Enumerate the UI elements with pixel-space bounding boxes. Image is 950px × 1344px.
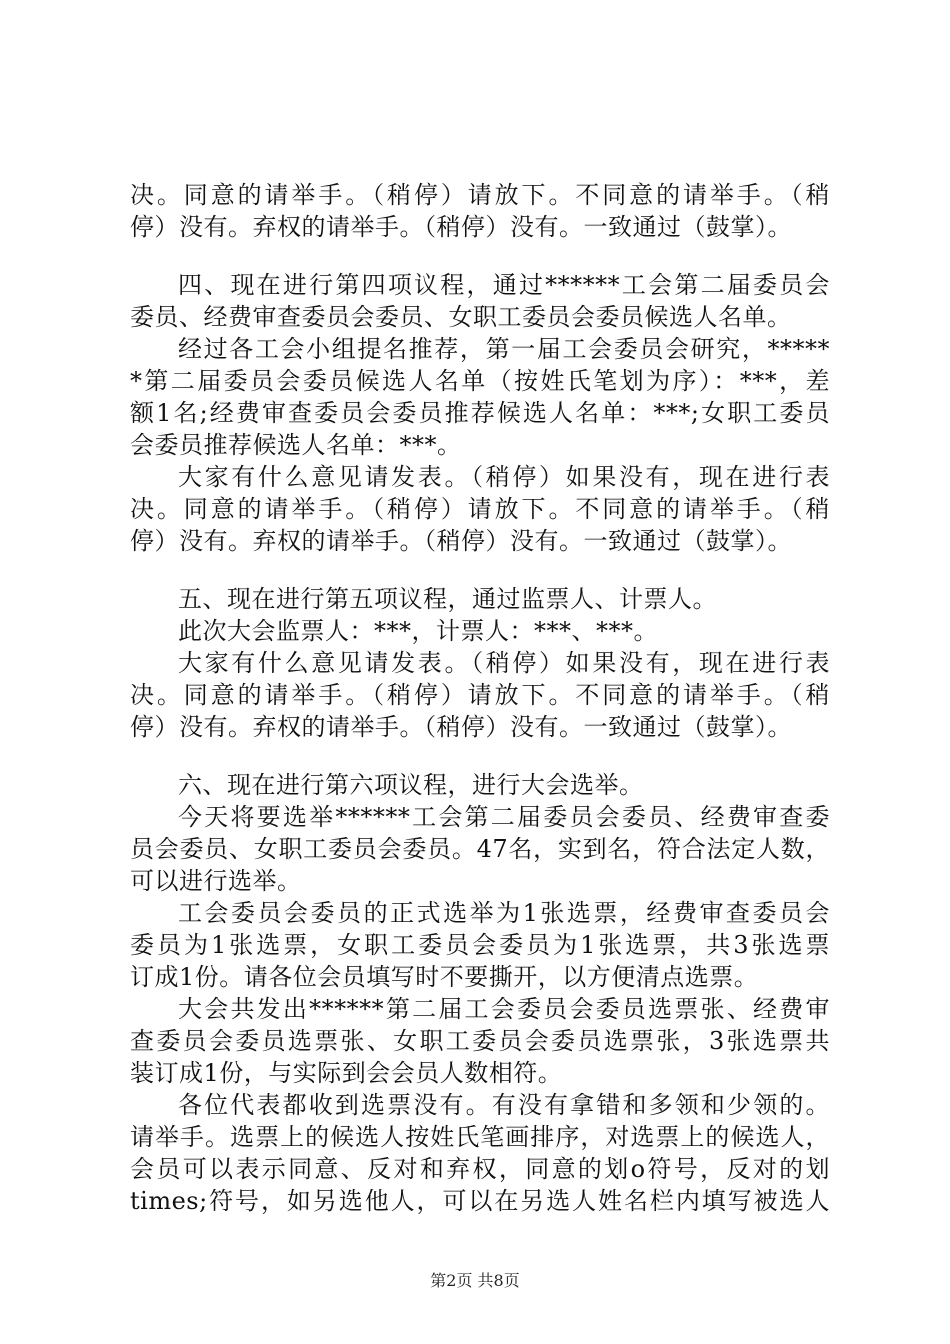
text-line: 停）没有。弃权的请举手。（稍停）没有。一致通过（鼓掌）。 [130,527,792,555]
text-line: 停）没有。弃权的请举手。（稍停）没有。一致通过（鼓掌）。 [130,713,792,741]
text-line: times;符号，如另选他人，可以在另选人姓名栏内填写被选人 [130,1187,830,1215]
text-line: 会员可以表示同意、反对和弃权，同意的划o符号，反对的划 [130,1155,830,1183]
text-line: 四、现在进行第四项议程，通过******工会第二届委员会 [178,271,830,299]
text-line: 员会委员、女职工委员会委员。47名，实到名，符合法定人数， [130,835,830,863]
text-line: 决。同意的请举手。（稍停）请放下。不同意的请举手。（稍 [130,495,830,523]
text-line: 工会委员会委员的正式选举为1张选票，经费审查委员会 [178,899,830,927]
text-line: 查委员会委员选票张、女职工委员会委员选票张，3张选票共 [130,1027,830,1055]
text-line: 决。同意的请举手。（稍停）请放下。不同意的请举手。（稍 [130,681,830,709]
text-line: 经过各工会小组提名推荐，第一届工会委员会研究，***** [178,335,830,363]
text-line: 大会共发出******第二届工会委员会委员选票张、经费审 [178,995,830,1023]
text-line: 各位代表都收到选票没有。有没有拿错和多领和少领的。 [178,1091,830,1119]
text-line: 委员、经费审查委员会委员、女职工委员会委员候选人名单。 [130,303,792,331]
text-line: *第二届委员会委员候选人名单（按姓氏笔划为序）：***，差 [130,367,830,395]
text-line: 决。同意的请举手。（稍停）请放下。不同意的请举手。（稍 [130,181,830,209]
text-line: 此次大会监票人：***，计票人：***、***。 [178,617,658,645]
text-line: 停）没有。弃权的请举手。（稍停）没有。一致通过（鼓掌）。 [130,213,792,241]
text-line: 可以进行选举。 [130,867,302,895]
text-line: 装订成1份，与实际到会会员人数相符。 [130,1059,563,1087]
text-line: 订成1份。请各位会员填写时不要撕开，以方便清点选票。 [130,963,759,991]
text-line: 今天将要选举******工会第二届委员会委员、经费审查委 [178,803,830,831]
text-line: 会委员推荐候选人名单：***。 [130,431,462,459]
text-line: 六、现在进行第六项议程，进行大会选举。 [178,771,644,799]
text-line: 请举手。选票上的候选人按姓氏笔画排序，对选票上的候选人， [130,1123,830,1151]
text-line: 大家有什么意见请发表。（稍停）如果没有，现在进行表 [178,649,830,677]
text-line: 大家有什么意见请发表。（稍停）如果没有，现在进行表 [178,463,830,491]
text-line: 额1名;经费审查委员会委员推荐候选人名单：***;女职工委员 [130,399,830,427]
text-line: 五、现在进行第五项议程，通过监票人、计票人。 [178,585,717,613]
text-line: 委员为1张选票，女职工委员会委员为1张选票，共3张选票 [130,931,830,959]
page-footer: 第2页 共8页 [430,1271,520,1290]
